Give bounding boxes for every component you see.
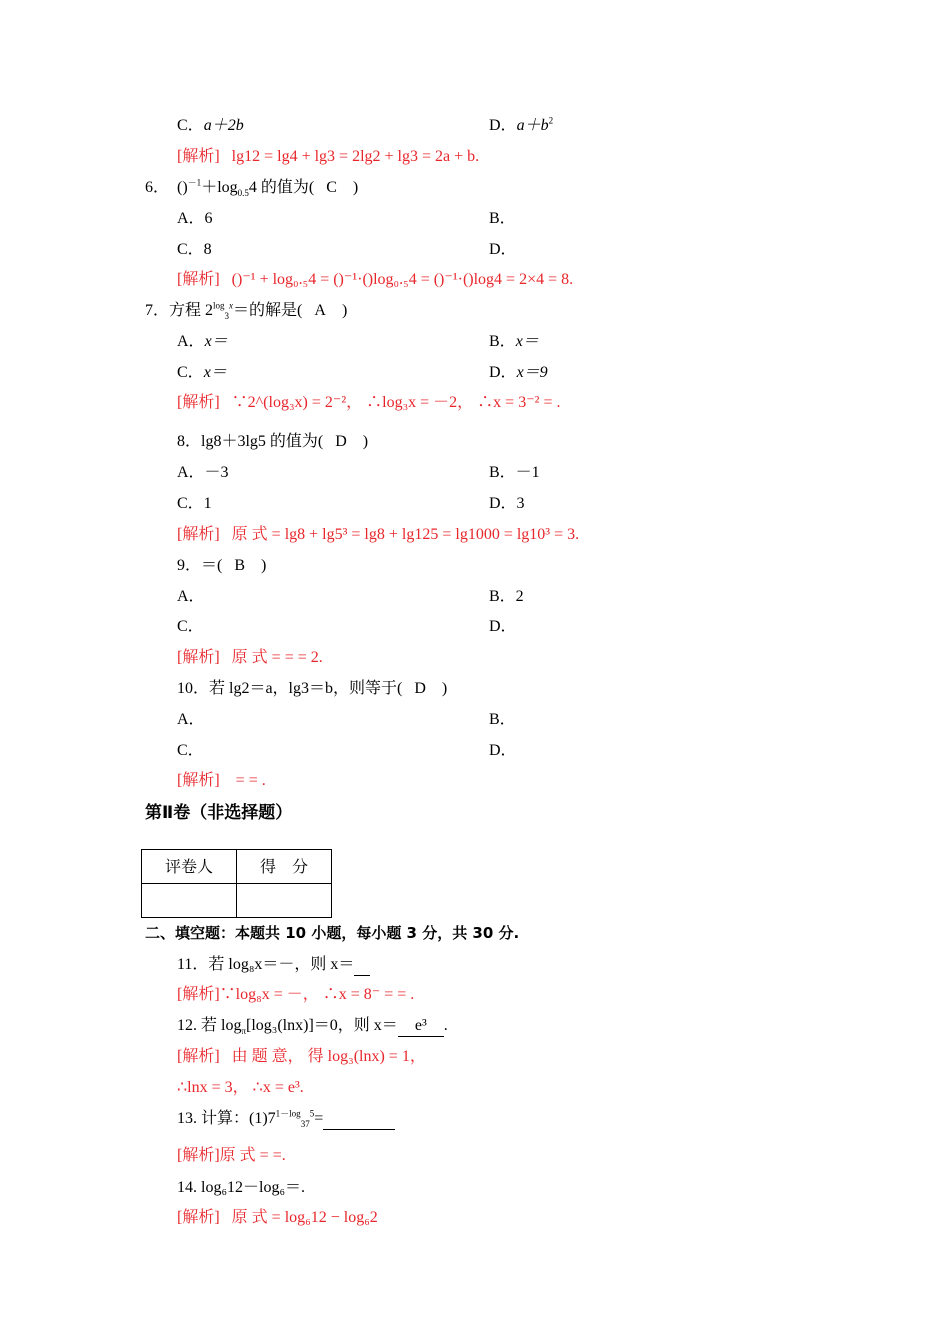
q7-stem-end: ) <box>341 302 348 319</box>
q6-analysis-text: ()⁻¹ + log₀.₅4 = ()⁻¹·()log₀.₅4 = ()⁻¹·()log4 = 2×4 = 8. <box>231 271 574 288</box>
q10-option-b: B． <box>489 711 516 728</box>
q7-analysis-text: ∵2^(log₃x) = 2⁻²， ∴log₃x = －2， ∴x = 3⁻² = . <box>231 394 561 411</box>
q10-option-c: C． <box>177 742 204 759</box>
q14-analysis-text: 原 式 = log₆12 − log₆2 <box>231 1209 378 1226</box>
q9-analysis <box>177 648 323 668</box>
q8-stem-text: 8．lg8＋3lg5 的值为( <box>177 433 324 450</box>
q12-answer: e³ <box>398 1016 444 1037</box>
q7-stem-sup-x: x <box>229 300 234 311</box>
q7-option-d-value: x＝9 <box>516 364 548 381</box>
q13-analysis <box>177 1146 286 1166</box>
q8-analysis <box>177 525 579 545</box>
q8-analysis-text: 原 式 = lg8 + lg5³ = lg8 + lg125 = lg1000 = lg10³ = 3. <box>231 526 580 543</box>
q8-option-b: B．－1 <box>489 464 540 481</box>
analysis-tag: [解析] <box>177 526 220 543</box>
q8-stem-end: ) <box>362 433 369 450</box>
grader-header: 评卷人 <box>142 850 237 884</box>
q9-option-a: A． <box>177 588 205 605</box>
q14-analysis <box>177 1208 378 1228</box>
q10-stem-text: 10．若 lg2＝a，lg3＝b，则等于( <box>177 680 403 697</box>
q8-stem <box>177 432 368 452</box>
q6-stem-part: 4 的值为( <box>248 179 315 196</box>
q10-analysis <box>177 771 266 791</box>
q6-stem-sup: －1 <box>187 177 202 188</box>
q5-option-d-label: D． <box>489 117 517 134</box>
q7-option-c-value: x＝ <box>203 364 227 381</box>
q14-stem: 14. log₆12－log₆＝. <box>177 1179 306 1196</box>
q10-option-a: A． <box>177 711 205 728</box>
grader-cell <box>142 884 237 918</box>
q6-stem-sub: 0.5 <box>237 188 249 199</box>
q6-option-c: C．8 <box>177 241 212 258</box>
q7-option-a-label: A． <box>177 333 205 350</box>
q11-analysis <box>177 985 414 1005</box>
q7-number: 7．方程 2 <box>145 302 214 319</box>
q8-option-c: C．1 <box>177 495 212 512</box>
q6-answer: C <box>326 179 337 196</box>
section-title: 第Ⅱ卷（非选择题） <box>145 803 293 823</box>
q9-analysis-text: 原 式 = = = 2. <box>231 649 323 666</box>
q7-option-b <box>489 332 539 352</box>
analysis-tag: [解析] <box>177 649 220 666</box>
q6-stem <box>145 178 358 198</box>
q10-answer: D <box>414 680 426 697</box>
score-cell <box>237 884 332 918</box>
analysis-tag: [解析] <box>177 394 220 411</box>
q7-option-c-label: C． <box>177 364 204 381</box>
q6-option-a: A．6 <box>177 210 213 227</box>
analysis-tag: [解析] <box>177 1209 220 1226</box>
q9-stem <box>177 556 266 576</box>
q9-stem-end: ) <box>261 557 267 574</box>
score-table <box>141 849 332 918</box>
analysis-tag: [解析] <box>177 1048 220 1065</box>
analysis-tag: [解析] <box>177 1147 220 1164</box>
q7-analysis <box>177 393 560 413</box>
q12-stem-part: 12. 若 log <box>177 1017 242 1034</box>
q9-option-b: B．2 <box>489 588 524 605</box>
analysis-tag: [解析] <box>177 148 220 165</box>
q5-option-d-sup: 2 <box>548 115 554 126</box>
q9-option-c: C． <box>177 618 204 635</box>
q12-analysis <box>177 1047 426 1067</box>
q7-option-b-label: B． <box>489 333 516 350</box>
q5-option-d <box>489 116 553 136</box>
q6-stem-part: ＋log <box>201 179 238 196</box>
q13-analysis-text: 原 式 = =. <box>219 1147 286 1164</box>
analysis-tag: [解析] <box>177 772 220 789</box>
q11-analysis-text: ∵log₈x = －， ∴x = 8⁻ = = . <box>219 986 415 1003</box>
q11-stem <box>177 955 370 976</box>
q7-stem <box>145 301 347 321</box>
q12-stem <box>177 1016 448 1037</box>
q12-analysis-text: 由 题 意， 得 log₃(lnx) = 1， <box>231 1048 426 1065</box>
q13-stem-sup: 1－log <box>275 1108 301 1119</box>
q7-option-c <box>177 363 227 383</box>
q6-number: 6． <box>145 179 170 196</box>
q12-stem-part: [log₃(lnx)]＝0，则 x＝ <box>246 1017 398 1034</box>
q11-stem-text: 11．若 log₈x＝－，则 x＝ <box>177 956 355 973</box>
q13-stem <box>177 1109 395 1130</box>
q5-option-c-label: C． <box>177 117 204 134</box>
q9-answer: B <box>234 557 246 574</box>
q12-analysis-line2: ∴lnx = 3， ∴x = e³. <box>177 1079 304 1096</box>
q9-stem-text: 9．＝( <box>177 557 223 574</box>
q13-stem-text: 13. 计算：(1)7 <box>177 1110 276 1127</box>
q6-analysis <box>177 270 573 290</box>
q12-stem-sub: π <box>241 1026 246 1037</box>
q11-answer-blank <box>354 955 370 976</box>
q7-option-b-value: x＝ <box>515 333 539 350</box>
q13-stem-sub2: 7 <box>305 1119 310 1130</box>
analysis-tag: [解析] <box>177 986 220 1003</box>
q10-option-d: D． <box>489 742 517 759</box>
score-header: 得 分 <box>237 850 332 884</box>
q8-option-a: A．－3 <box>177 464 229 481</box>
q5-option-c <box>177 116 244 136</box>
q13-answer-blank <box>323 1109 395 1130</box>
q6-stem-end: ) <box>352 179 359 196</box>
q10-stem-end: ) <box>441 680 448 697</box>
q7-answer: A <box>314 302 326 319</box>
q5-analysis-text: lg12 = lg4 + lg3 = 2lg2 + lg3 = 2a + b. <box>231 148 480 165</box>
analysis-tag: [解析] <box>177 271 220 288</box>
q13-stem-end: = <box>314 1110 324 1127</box>
q6-option-d: D． <box>489 241 517 258</box>
q12-stem-end: . <box>443 1017 448 1034</box>
q7-stem-sup: log <box>213 300 225 311</box>
q8-option-d: D．3 <box>489 495 525 512</box>
q7-option-d <box>489 363 548 383</box>
q8-answer: D <box>335 433 347 450</box>
q9-option-d: D． <box>489 618 517 635</box>
q10-stem <box>177 679 447 699</box>
q7-option-d-label: D． <box>489 364 517 381</box>
q5-option-c-value: a＋2b <box>203 117 244 134</box>
q7-option-a <box>177 332 228 352</box>
section-instruction: 二、填空题：本题共 10 小题，每小题 3 分，共 30 分. <box>145 924 520 942</box>
q5-analysis <box>177 147 479 167</box>
q13-stem-sub: 3 <box>300 1119 306 1130</box>
q10-analysis-text: = = . <box>235 772 266 789</box>
q5-option-d-value: a＋b <box>516 117 549 134</box>
q6-option-b: B． <box>489 210 516 227</box>
q7-option-a-value: x＝ <box>204 333 228 350</box>
q13-stem-sup2: 5 <box>309 1108 315 1119</box>
q7-stem-part: ＝的解是( <box>233 302 303 319</box>
q7-stem-sub: 3 <box>224 311 230 322</box>
q6-stem-part: () <box>177 179 188 196</box>
